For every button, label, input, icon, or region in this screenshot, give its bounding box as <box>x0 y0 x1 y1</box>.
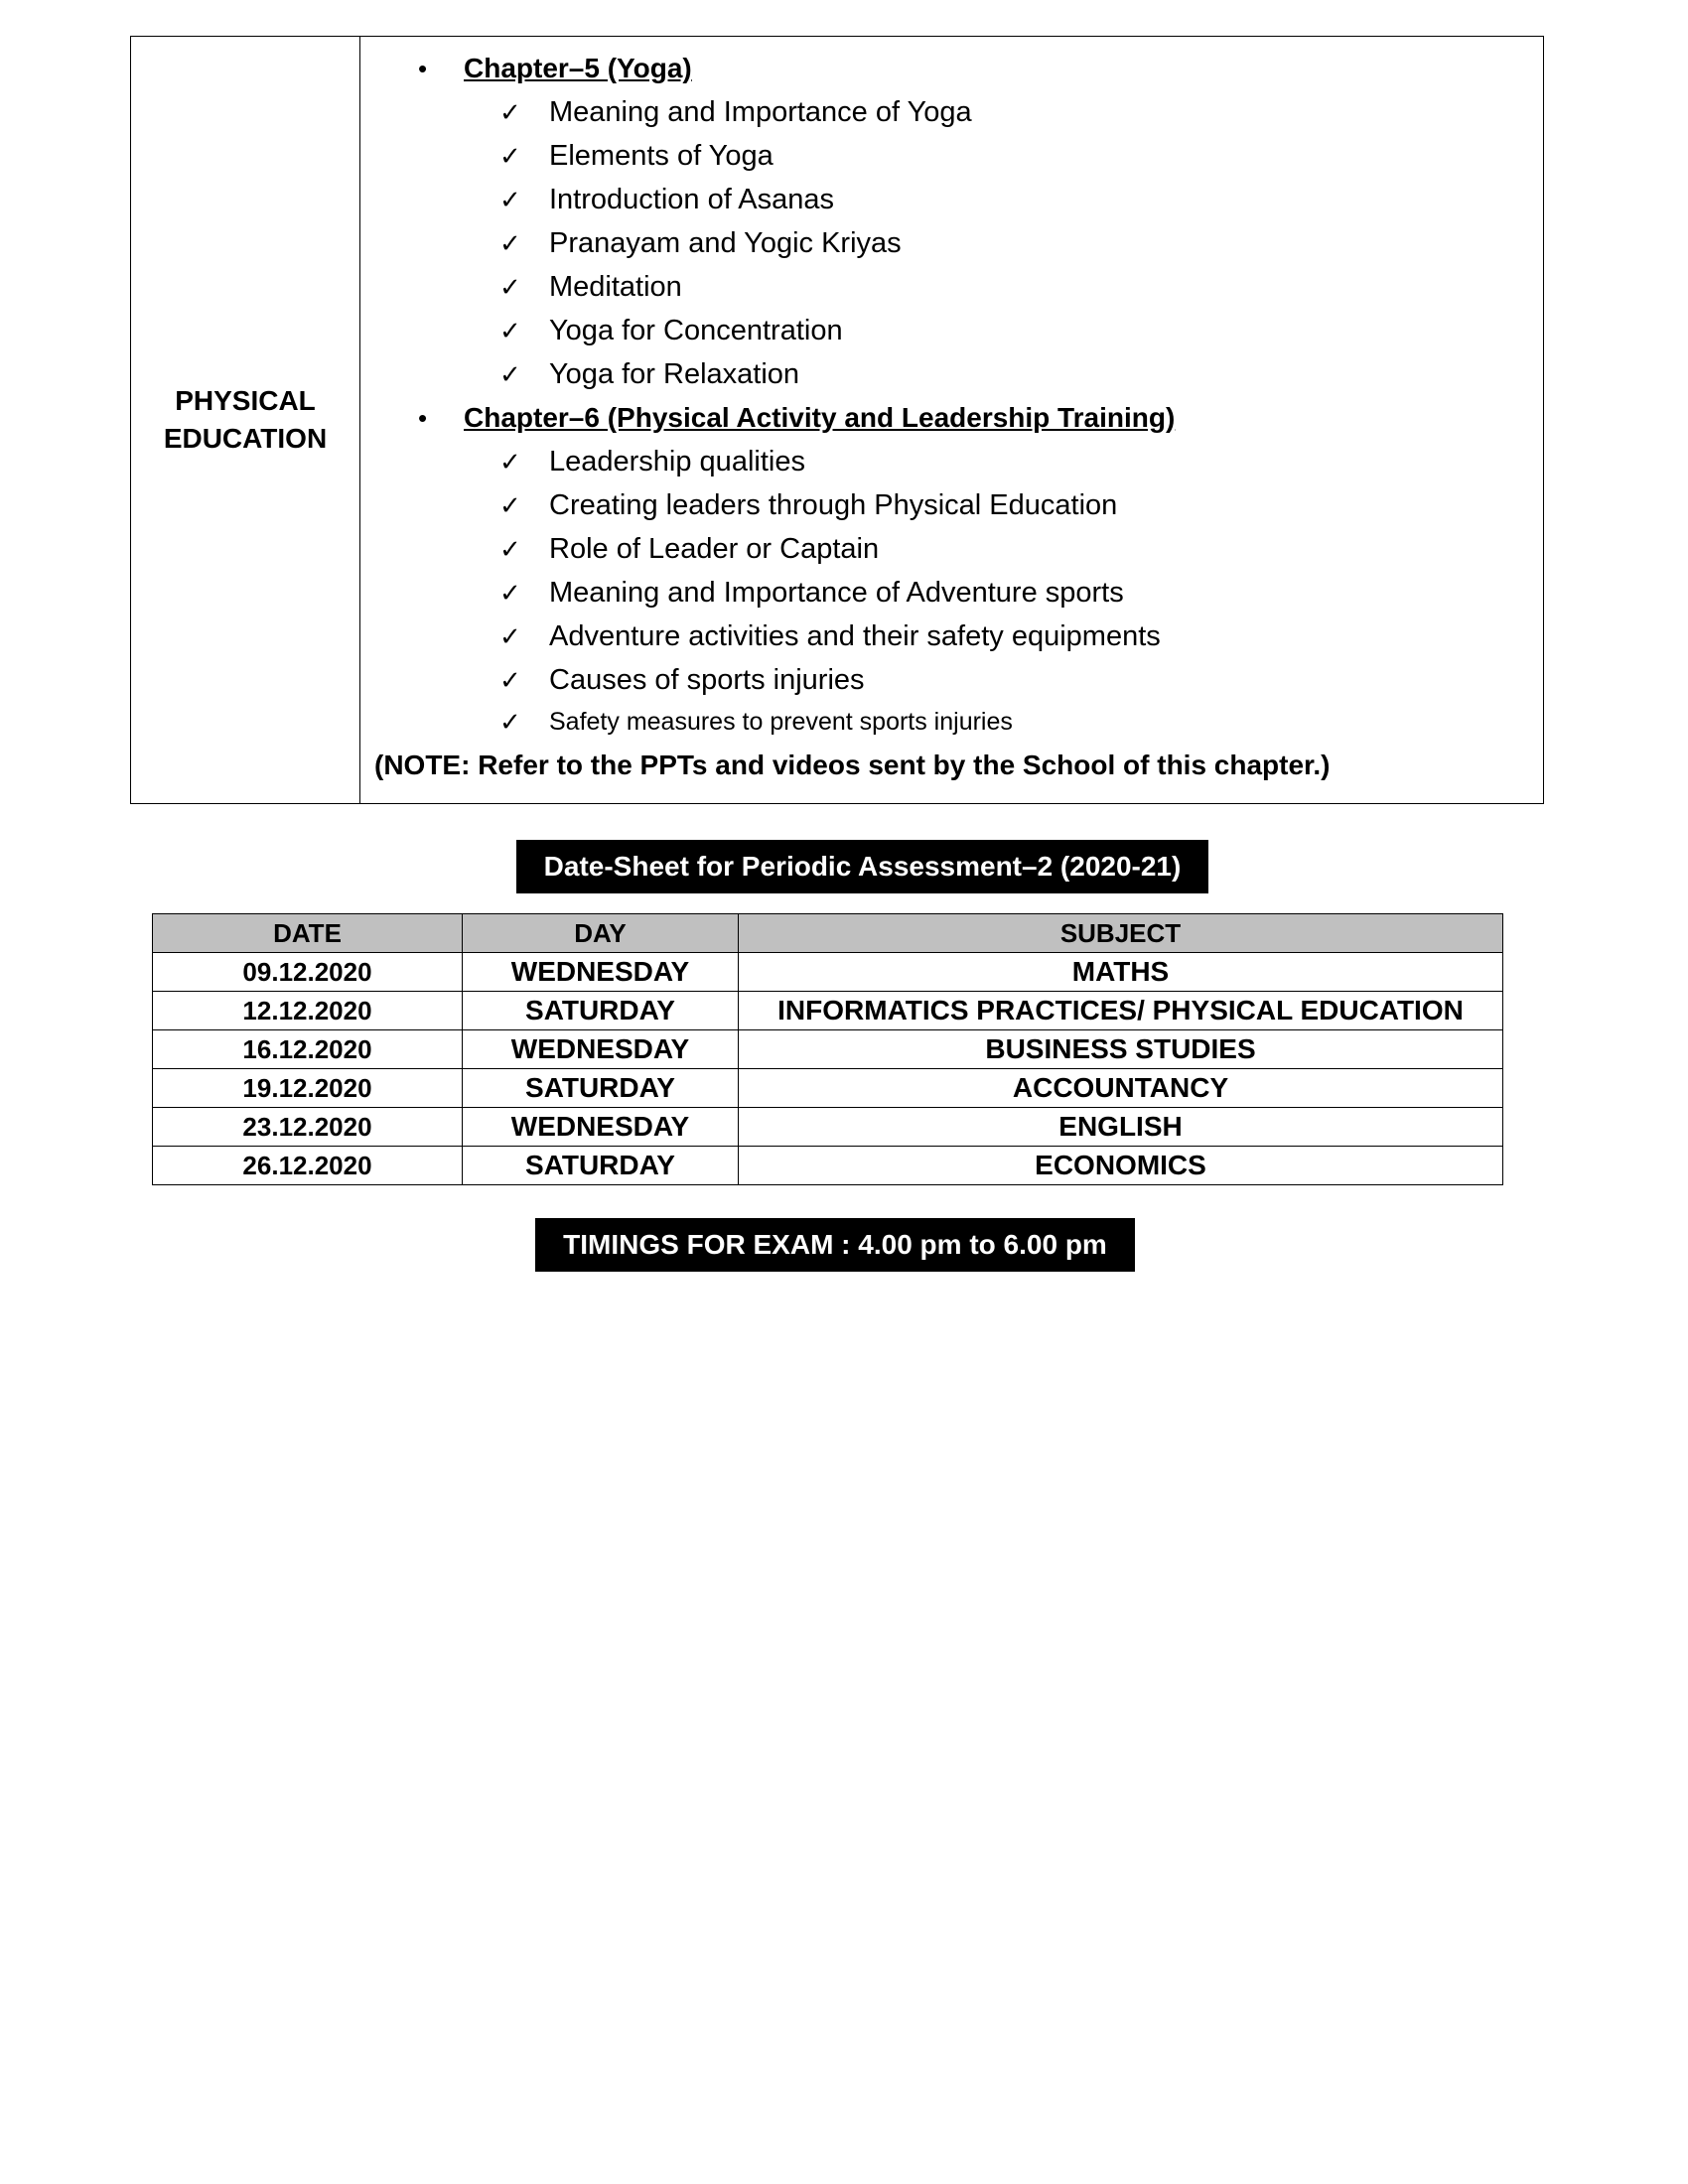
check-icon: ✓ <box>499 707 521 737</box>
bullet-icon: • <box>418 54 428 83</box>
subject-cell: BUSINESS STUDIES <box>739 1030 1503 1069</box>
date-cell: 09.12.2020 <box>153 953 463 992</box>
check-icon: ✓ <box>499 141 521 171</box>
table-row <box>153 1147 1503 1185</box>
list-item-text: Pranayam and Yogic Kriyas <box>549 227 902 259</box>
subject-name: PHYSICAL EDUCATION <box>163 385 328 454</box>
chapter-title: Chapter–5 (Yoga) <box>464 53 692 83</box>
day-cell: WEDNESDAY <box>463 1108 739 1147</box>
list-item-text: Elements of Yoga <box>549 140 774 172</box>
list-item-text: Leadership qualities <box>549 446 805 478</box>
day-cell: WEDNESDAY <box>463 953 739 992</box>
check-icon: ✓ <box>499 490 521 520</box>
list-item-text: Yoga for Relaxation <box>549 358 800 390</box>
list-item <box>499 225 902 261</box>
list-item-text: Meditation <box>549 271 682 303</box>
list-item <box>499 313 843 348</box>
date-cell: 16.12.2020 <box>153 1030 463 1069</box>
column-header-date: DATE <box>153 914 463 953</box>
column-header-subject: SUBJECT <box>739 914 1503 953</box>
list-item <box>499 487 1118 523</box>
table-row <box>153 1108 1503 1147</box>
check-icon: ✓ <box>499 272 521 302</box>
subject-cell: MATHS <box>739 953 1503 992</box>
check-icon: ✓ <box>499 578 521 608</box>
list-item-text: Meaning and Importance of Adventure sports <box>549 577 1124 609</box>
day-cell: SATURDAY <box>463 1147 739 1185</box>
datesheet-title: Date-Sheet for Periodic Assessment–2 (2020-21) <box>516 840 1208 893</box>
list-item <box>499 138 774 174</box>
subject-cell <box>131 37 360 803</box>
subject-cell: INFORMATICS PRACTICES/ PHYSICAL EDUCATION <box>739 992 1503 1030</box>
table-header-row <box>153 914 1503 953</box>
date-cell: 23.12.2020 <box>153 1108 463 1147</box>
syllabus-note: (NOTE: Refer to the PPTs and videos sent by the School of this chapter.) <box>374 750 1331 780</box>
list-item <box>499 356 800 392</box>
datesheet-table <box>152 913 1503 1185</box>
list-item <box>499 704 1013 740</box>
check-icon: ✓ <box>499 185 521 214</box>
syllabus-content <box>360 37 1543 803</box>
table-row <box>153 953 1503 992</box>
list-item-text: Adventure activities and their safety equipments <box>549 620 1161 652</box>
table-row <box>153 1069 1503 1108</box>
syllabus-table <box>130 36 1544 804</box>
subject-cell: ACCOUNTANCY <box>739 1069 1503 1108</box>
chapter-heading <box>418 51 692 86</box>
exam-timings: TIMINGS FOR EXAM : 4.00 pm to 6.00 pm <box>535 1218 1135 1272</box>
list-item <box>499 531 880 567</box>
list-item-text: Role of Leader or Captain <box>549 533 880 565</box>
date-cell: 26.12.2020 <box>153 1147 463 1185</box>
subject-cell: ENGLISH <box>739 1108 1503 1147</box>
check-icon: ✓ <box>499 534 521 564</box>
list-item-text: Meaning and Importance of Yoga <box>549 96 972 128</box>
date-cell: 12.12.2020 <box>153 992 463 1030</box>
date-cell: 19.12.2020 <box>153 1069 463 1108</box>
list-item <box>499 94 972 130</box>
list-item <box>499 444 805 479</box>
bullet-icon: • <box>418 403 428 433</box>
list-item-text: Creating leaders through Physical Education <box>549 489 1118 521</box>
check-icon: ✓ <box>499 359 521 389</box>
check-icon: ✓ <box>499 316 521 345</box>
list-item <box>499 662 865 698</box>
list-item-text: Yoga for Concentration <box>549 315 843 346</box>
table-row <box>153 1030 1503 1069</box>
check-icon: ✓ <box>499 621 521 651</box>
list-item <box>499 269 682 305</box>
chapter-title: Chapter–6 (Physical Activity and Leadership Training) <box>464 402 1176 433</box>
chapter-heading <box>418 400 1176 436</box>
list-item <box>499 618 1161 654</box>
check-icon: ✓ <box>499 447 521 477</box>
day-cell: SATURDAY <box>463 992 739 1030</box>
check-icon: ✓ <box>499 665 521 695</box>
list-item <box>499 182 834 217</box>
list-item-text: Introduction of Asanas <box>549 184 834 215</box>
list-item-text: Causes of sports injuries <box>549 664 865 696</box>
check-icon: ✓ <box>499 97 521 127</box>
subject-cell: ECONOMICS <box>739 1147 1503 1185</box>
list-item <box>499 575 1124 611</box>
column-header-day: DAY <box>463 914 739 953</box>
list-item-text: Safety measures to prevent sports injuries <box>549 708 1013 736</box>
day-cell: WEDNESDAY <box>463 1030 739 1069</box>
table-row <box>153 992 1503 1030</box>
check-icon: ✓ <box>499 228 521 258</box>
day-cell: SATURDAY <box>463 1069 739 1108</box>
